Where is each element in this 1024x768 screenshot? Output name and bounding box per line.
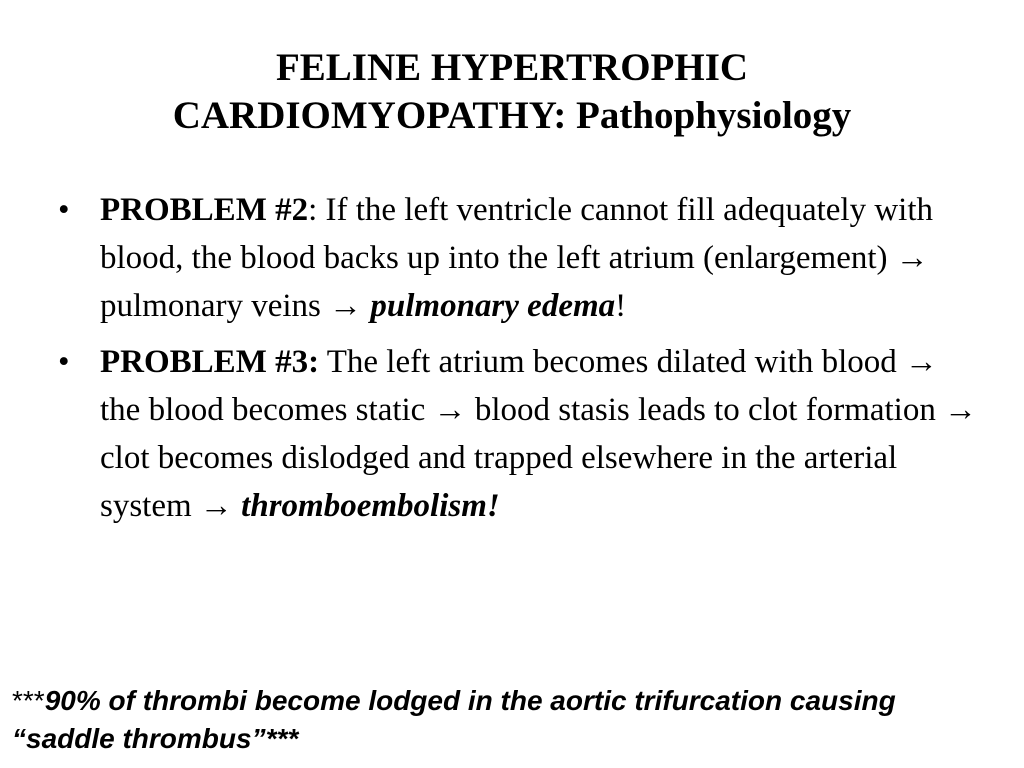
bullet-separator: :	[308, 192, 318, 228]
slide-title-line-2: CARDIOMYOPATHY: Pathophysiology	[172, 94, 852, 137]
bullet-list	[58, 186, 978, 538]
bullet-problem-3	[58, 338, 978, 530]
footnote	[12, 682, 1002, 758]
slide-title	[40, 44, 984, 140]
bullet-label: PROBLEM #3:	[100, 344, 320, 380]
bullet-text: If the left ventricle cannot fill adequately with blood, the blood backs up into the left atrium (enlargement) → pulmonary veins →	[100, 192, 934, 324]
bullet-emphasis: thromboembolism!	[241, 488, 500, 524]
bullet-tail: !	[615, 288, 627, 324]
bullet-emphasis: pulmonary edema	[370, 288, 616, 324]
footnote-text: 90% of thrombi become lodged in the aortic trifurcation causing “saddle thrombus”***	[12, 685, 896, 754]
bullet-text: The left atrium becomes dilated with blood → the blood becomes static → blood stasis leads to clot formation → clot becomes dislodged and trapped elsewhere in the arterial system →	[100, 344, 978, 524]
bullet-label: PROBLEM #2	[100, 192, 309, 228]
footnote-prefix: ***	[12, 685, 45, 716]
bullet-marker: •	[58, 192, 70, 228]
bullet-marker: •	[58, 344, 70, 380]
bullet-problem-2	[58, 186, 978, 330]
slide-title-line-1: FELINE HYPERTROPHIC	[275, 46, 749, 89]
